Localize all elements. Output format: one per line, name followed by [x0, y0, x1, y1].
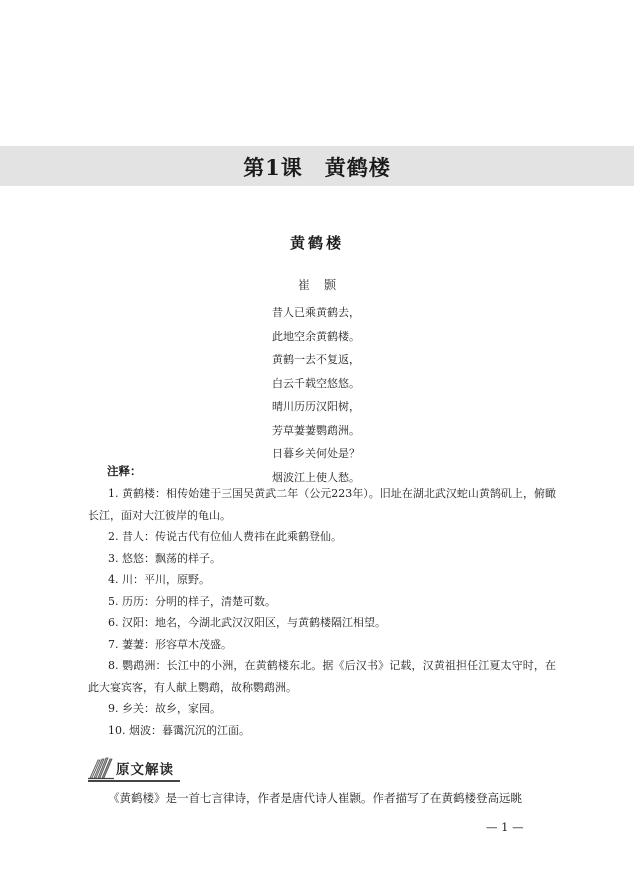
note-item: 4. 川：平川，原野。 [108, 573, 210, 586]
poem-line: 烟波江上使人愁。 [272, 470, 360, 484]
poem-line: 昔人已乘黄鹤去， [272, 306, 360, 319]
poem-author: 崔颢 [297, 278, 350, 292]
note-item: 7. 萋萋：形容草木茂盛。 [108, 637, 232, 651]
book-pages-icon [88, 756, 114, 780]
poem-body [272, 301, 382, 489]
section-title: 原文解读 [116, 762, 174, 778]
poem-line: 白云千载空悠悠。 [272, 376, 360, 390]
poem-title: 黄鹤楼 [289, 234, 344, 252]
note-item: 10. 烟波：暮霭沉沉的江面。 [108, 723, 250, 737]
note-item: 8. 鹦鹉洲：长江中的小洲，在黄鹤楼东北。据《后汉书》记载，汉黄祖担任江夏太守时，在此大宴宾客，有人献上鹦鹉，故称鹦鹉洲。 [88, 659, 556, 694]
note-item: 3. 悠悠：飘荡的样子。 [108, 551, 221, 565]
section-header [88, 754, 208, 782]
note-item: 5. 历历：分明的样子，清楚可数。 [108, 594, 276, 608]
interpretation-paragraph: 《黄鹤楼》是一首七言律诗，作者是唐代诗人崔颢。作者描写了在黄鹤楼登高远眺 [108, 791, 522, 805]
section-underline [88, 780, 180, 782]
poem-line: 黄鹤一去不复返， [272, 353, 360, 366]
poem-line: 芳草萋萋鹦鹉洲。 [272, 423, 360, 437]
note-item: 1. 黄鹤楼：相传始建于三国吴黄武二年（公元223年）。旧址在湖北武汉蛇山黄鹄矶上，俯瞰长江，面对大江彼岸的龟山。 [88, 487, 556, 522]
note-item: 9. 乡关：故乡，家园。 [108, 702, 221, 715]
lesson-title: 第1课 黄鹤楼 [243, 155, 391, 180]
poem-line: 日暮乡关何处是？ [272, 447, 360, 460]
note-item: 2. 昔人：传说古代有位仙人费祎在此乘鹤登仙。 [108, 530, 342, 543]
page-number: — 1 — [486, 820, 524, 834]
note-item: 6. 汉阳：地名，今湖北武汉汉阳区，与黄鹤楼隔江相望。 [108, 616, 386, 629]
notes-label: 注释： [107, 464, 142, 478]
notes-list [88, 483, 556, 741]
poem-line: 晴川历历汉阳树， [272, 400, 360, 413]
poem-line: 此地空余黄鹤楼。 [272, 329, 360, 343]
